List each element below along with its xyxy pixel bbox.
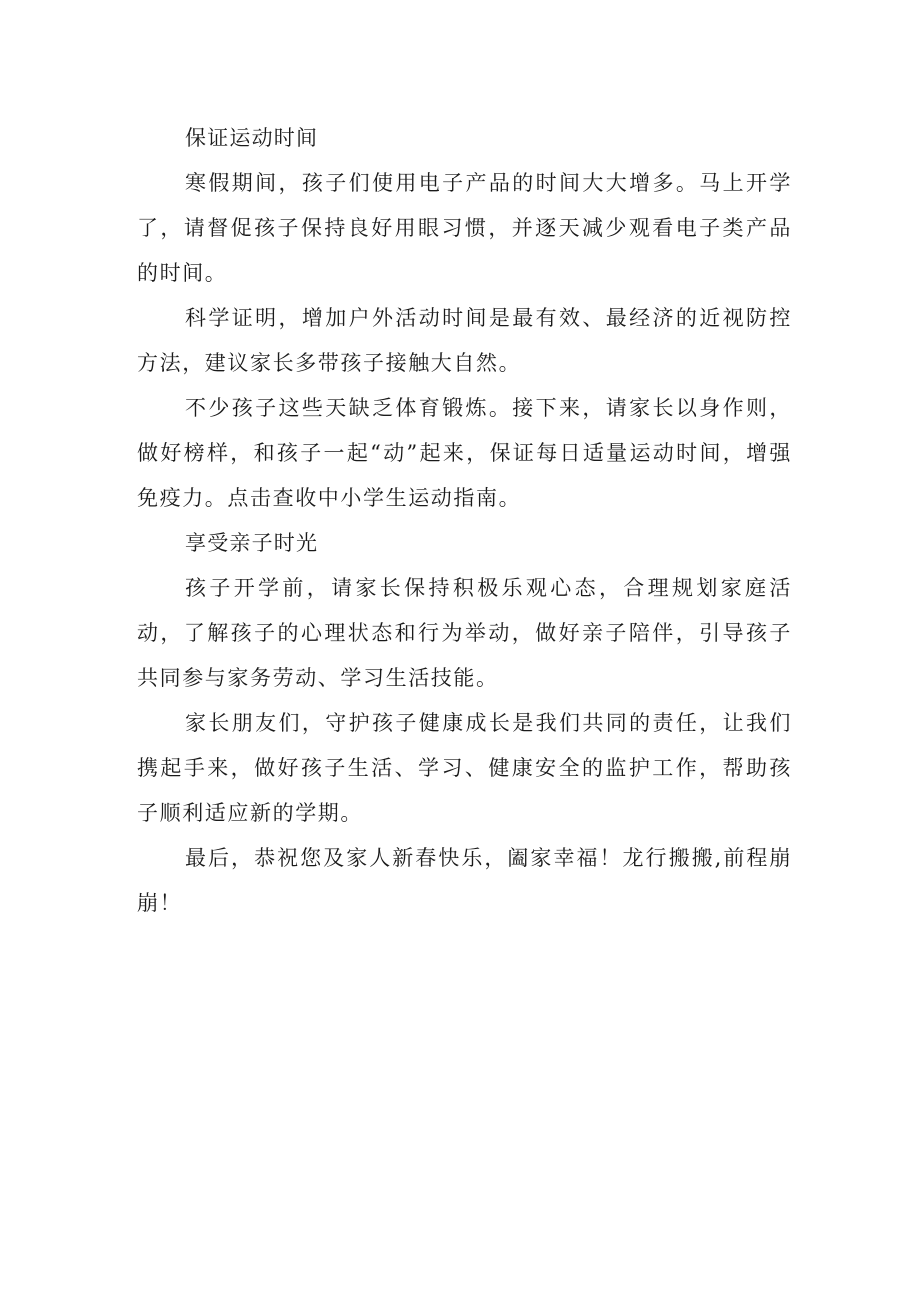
paragraph: 家长朋友们，守护孩子健康成长是我们共同的责任，让我们携起手来，做好孩子生活、学习、健康安全的监护工作，帮助孩子顺利适应新的学期。 bbox=[137, 711, 792, 825]
paragraph: 寒假期间，孩子们使用电子产品的时间大大增多。马上开学了，请督促孩子保持良好用眼习惯，并逐天减少观看电子类产品的时间。 bbox=[137, 171, 792, 285]
paragraph: 科学证明，增加户外活动时间是最有效、最经济的近视防控方法，建议家长多带孩子接触大自然。 bbox=[137, 306, 792, 375]
section-heading: 享受亲子时光 bbox=[185, 531, 319, 555]
paragraph: 孩子开学前，请家长保持积极乐观心态，合理规划家庭活动，了解孩子的心理状态和行为举动，做好亲子陪伴，引导孩子共同参与家务劳动、学习生活技能。 bbox=[137, 576, 792, 690]
section-heading: 保证运动时间 bbox=[185, 126, 319, 150]
paragraph: 不少孩子这些天缺乏体育锻炼。接下来，请家长以身作则，做好榜样，和孩子一起“动”起来，保证每日适量运动时间，增强免疫力。点击查收中小学生运动指南。 bbox=[137, 396, 792, 510]
document-body bbox=[137, 116, 792, 926]
paragraph: 最后，恭祝您及家人新春快乐，阖家幸福！龙行搬搬,前程崩崩！ bbox=[137, 846, 792, 915]
